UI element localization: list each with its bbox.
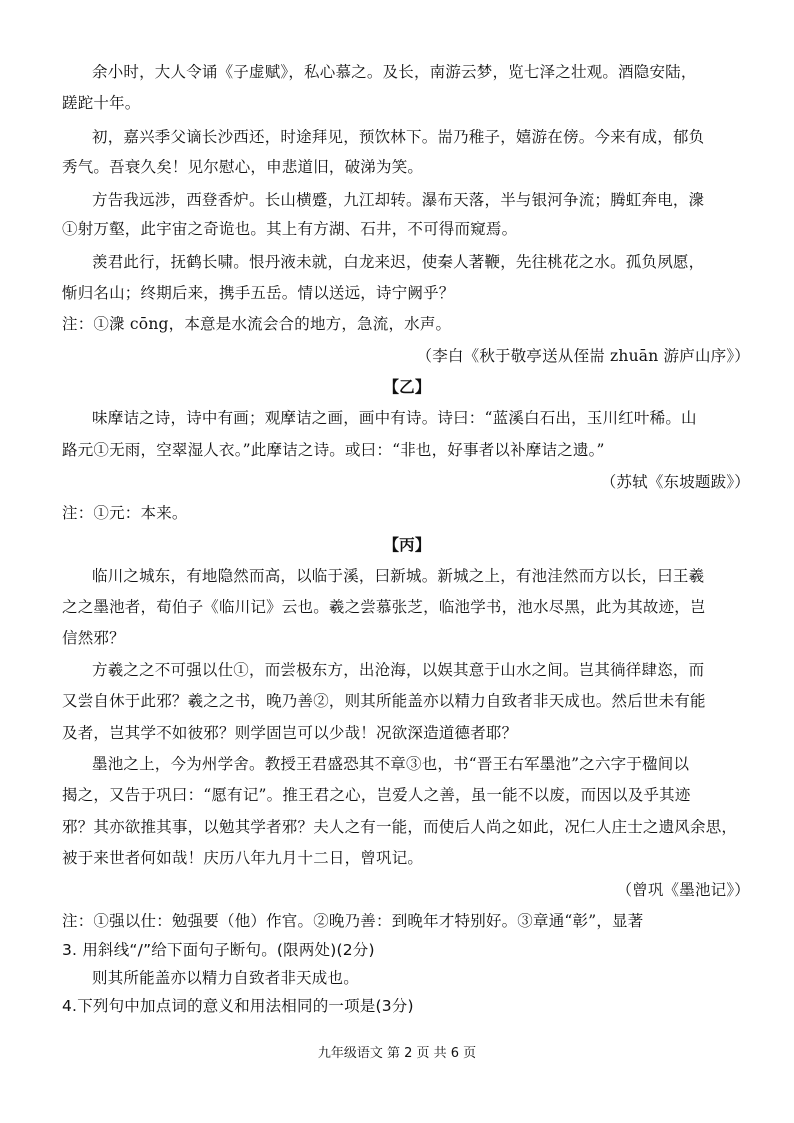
passage-jia-line-1: 余小时，大人令诵《子虚赋》，私心慕之。及长，南游云梦，览七泽之壮观。酒隐安陆， <box>92 63 697 81</box>
q3-sentence: 则其所能盖亦以精力自致者非天成也。 <box>92 969 359 987</box>
passage-bing-line-4: 方羲之之不可强以仕①，而尝极东方，出沧海，以娱其意于山水之间。岂其徜徉肆恣，而 <box>92 661 705 679</box>
source-bing: （曾巩《墨池记》） <box>616 881 750 899</box>
passage-jia-line-4: 秀气。吾衰久矣！见尔慰心，申悲道旧，破涕为笑。 <box>62 158 424 176</box>
passage-bing-line-2: 之之墨池者，荀伯子《临川记》云也。羲之尝慕张芝，临池学书，池水尽黑，此为其故迹，岂 <box>62 598 706 616</box>
q4-stem: 4.下列句中加点词的意义和用法相同的一项是(3分) <box>62 997 414 1015</box>
passage-bing-line-7: 墨池之上，今为州学舍。教授王君盛恐其不章③也，书“晋王右军墨池”之六字于楹间以 <box>92 755 690 773</box>
passage-bing-line-9: 邪？其亦欲推其事，以勉其学者邪？夫人之有一能，而使后人尚之如此，况仁人庄士之遗风余思， <box>62 818 738 836</box>
source-jia: （李白《秋于敬亭送从侄耑 zhuān 游庐山序》） <box>416 347 750 365</box>
q3-stem: 3. 用斜线“/”给下面句子断句。(限两处)(2分) <box>62 941 375 959</box>
passage-bing-line-6: 及者，岂其学不如彼邪？则学固岂可以少哉！况欲深造道德者耶？ <box>62 724 518 742</box>
passage-jia-line-3: 初，嘉兴季父谪长沙西还，时途拜见，预饮林下。耑乃稚子，嬉游在傍。今来有成，郁负 <box>92 128 705 146</box>
passage-jia-line-2: 蹉跎十年。 <box>62 94 141 112</box>
passage-yi-line-2: 路元①无雨，空翠湿人衣。”此摩诘之诗。或曰：“非也，好事者以补摩诘之遗。” <box>62 441 605 459</box>
heading-bing: 【丙】 <box>383 535 431 554</box>
heading-yi: 【乙】 <box>383 377 431 396</box>
note-jia: 注：①潨 cōng，本意是水流会合的地方，急流，水声。 <box>62 315 452 333</box>
passage-bing-line-1: 临川之城东，有地隐然而高，以临于溪，曰新城。新城之上，有池洼然而方以长，曰王羲 <box>92 567 705 585</box>
passage-yi-line-1: 味摩诘之诗，诗中有画；观摩诘之画，画中有诗。诗曰：“蓝溪白石出，玉川红叶稀。山 <box>92 409 697 427</box>
passage-bing-line-3: 信然邪？ <box>62 629 125 647</box>
passage-bing-line-5: 又尝自休于此邪？羲之之书，晚乃善②，则其所能盖亦以精力自致者非天成也。然后世未有能 <box>62 692 706 710</box>
note-bing: 注：①强以仕：勉强要（他）作官。②晚乃善：到晚年才特别好。③章通“彰”，显著 <box>62 912 644 930</box>
source-yi: （苏轼《东坡题跋》） <box>600 473 750 491</box>
passage-jia-line-8: 惭归名山；终期后来，携手五岳。情以送远，诗宁阙乎？ <box>62 284 455 302</box>
page-footer: 九年级语文 第 2 页 共 6 页 <box>317 1046 477 1061</box>
passage-bing-line-10: 被于来世者何如哉！庆历八年九月十二日，曾巩记。 <box>62 849 424 867</box>
passage-jia-line-5: 方告我远涉，西登香炉。长山横蹙，九江却转。瀑布天落，半与银河争流；腾虹奔电，潨 <box>92 191 705 209</box>
passage-bing-line-8: 揭之，又告于巩曰：“愿有记”。推王君之心，岂爱人之善，虽一能不以废，而因以及乎其迹 <box>62 786 691 804</box>
passage-jia-line-7: 羡君此行，抚鹤长啸。恨丹液未就，白龙来迟，使秦人著鞭，先往桃花之水。孤负夙愿， <box>92 253 705 271</box>
note-yi: 注：①元：本来。 <box>62 504 188 522</box>
passage-jia-line-6: ①射万壑，此宇宙之奇诡也。其上有方湖、石井，不可得而窥焉。 <box>62 220 518 238</box>
